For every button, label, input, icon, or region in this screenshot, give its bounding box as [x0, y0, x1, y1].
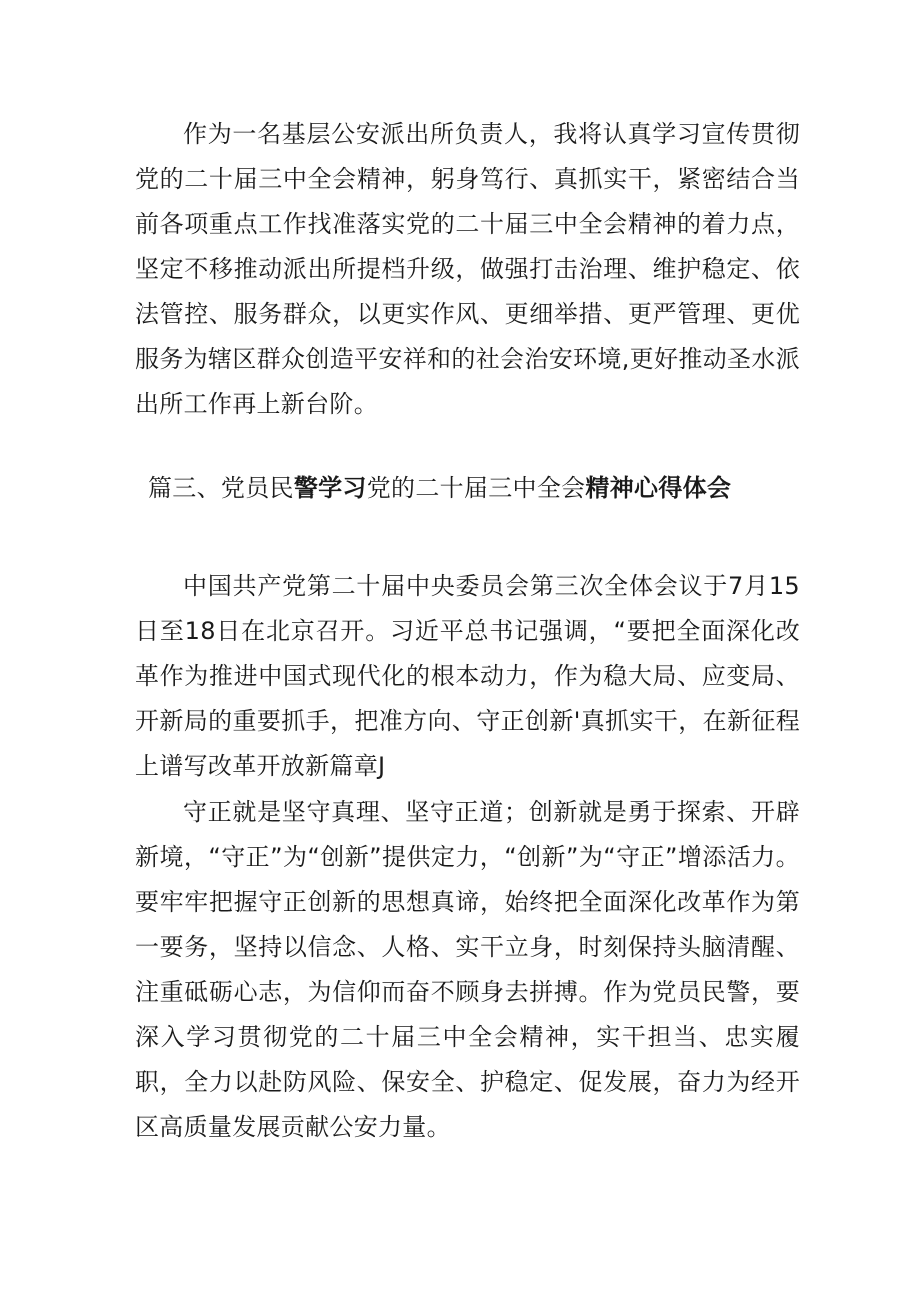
heading-part-3: 党的二十届三中全会 — [366, 474, 586, 502]
body-paragraph-2: 中国共产党第二十届中央委员会第三次全体会议于7月15日至18日在北京召开。习近平总书记强调，“要把全面深化改革作为推进中国式现代化的根本动力，作为稳大局、应变局、开新局的重要抓手，把准方向、守正创新'真抓实干，在新征程上谱写改革开放新篇章J — [135, 572, 800, 780]
heading-part-1: 篇三、党员民 — [148, 474, 294, 502]
body-paragraph-3: 守正就是坚守真理、坚守正道；创新就是勇于探索、开辟新境，“守正”为“创新”提供定力，“创新”为“守正”增添活力。要牢牢把握守正创新的思想真谛，始终把全面深化改革作为第一要务，坚持以信念、人格、实干立身，时刻保持头脑清醒、注重砥砺心志，为信仰而奋不顾身去拼搏。作为党员民警，要深入学习贯彻党的二十届三中全会精神，实干担当、忠实履职，全力以赴防风险、保安全、护稳定、促发展，奋力为经开区高质量发展贡献公安力量。 — [135, 798, 800, 1141]
section-heading — [148, 468, 848, 508]
body-paragraph-1: 作为一名基层公安派出所负责人，我将认真学习宣传贯彻党的二十届三中全会精神，躬身笃行、真抓实干，紧密结合当前各项重点工作找准落实党的二十届三中全会精神的着力点，坚定不移推动派出所提档升级，做强打击治理、维护稳定、依法管控、服务群众，以更实作风、更细举措、更严管理、更优服务为辖区群众创造平安祥和的社会治安环境,更好推动圣水派出所工作再上新台阶。 — [135, 120, 800, 418]
heading-part-4-bold: 精神心得体会 — [585, 474, 732, 502]
heading-part-2-bold: 警学习 — [293, 474, 367, 502]
